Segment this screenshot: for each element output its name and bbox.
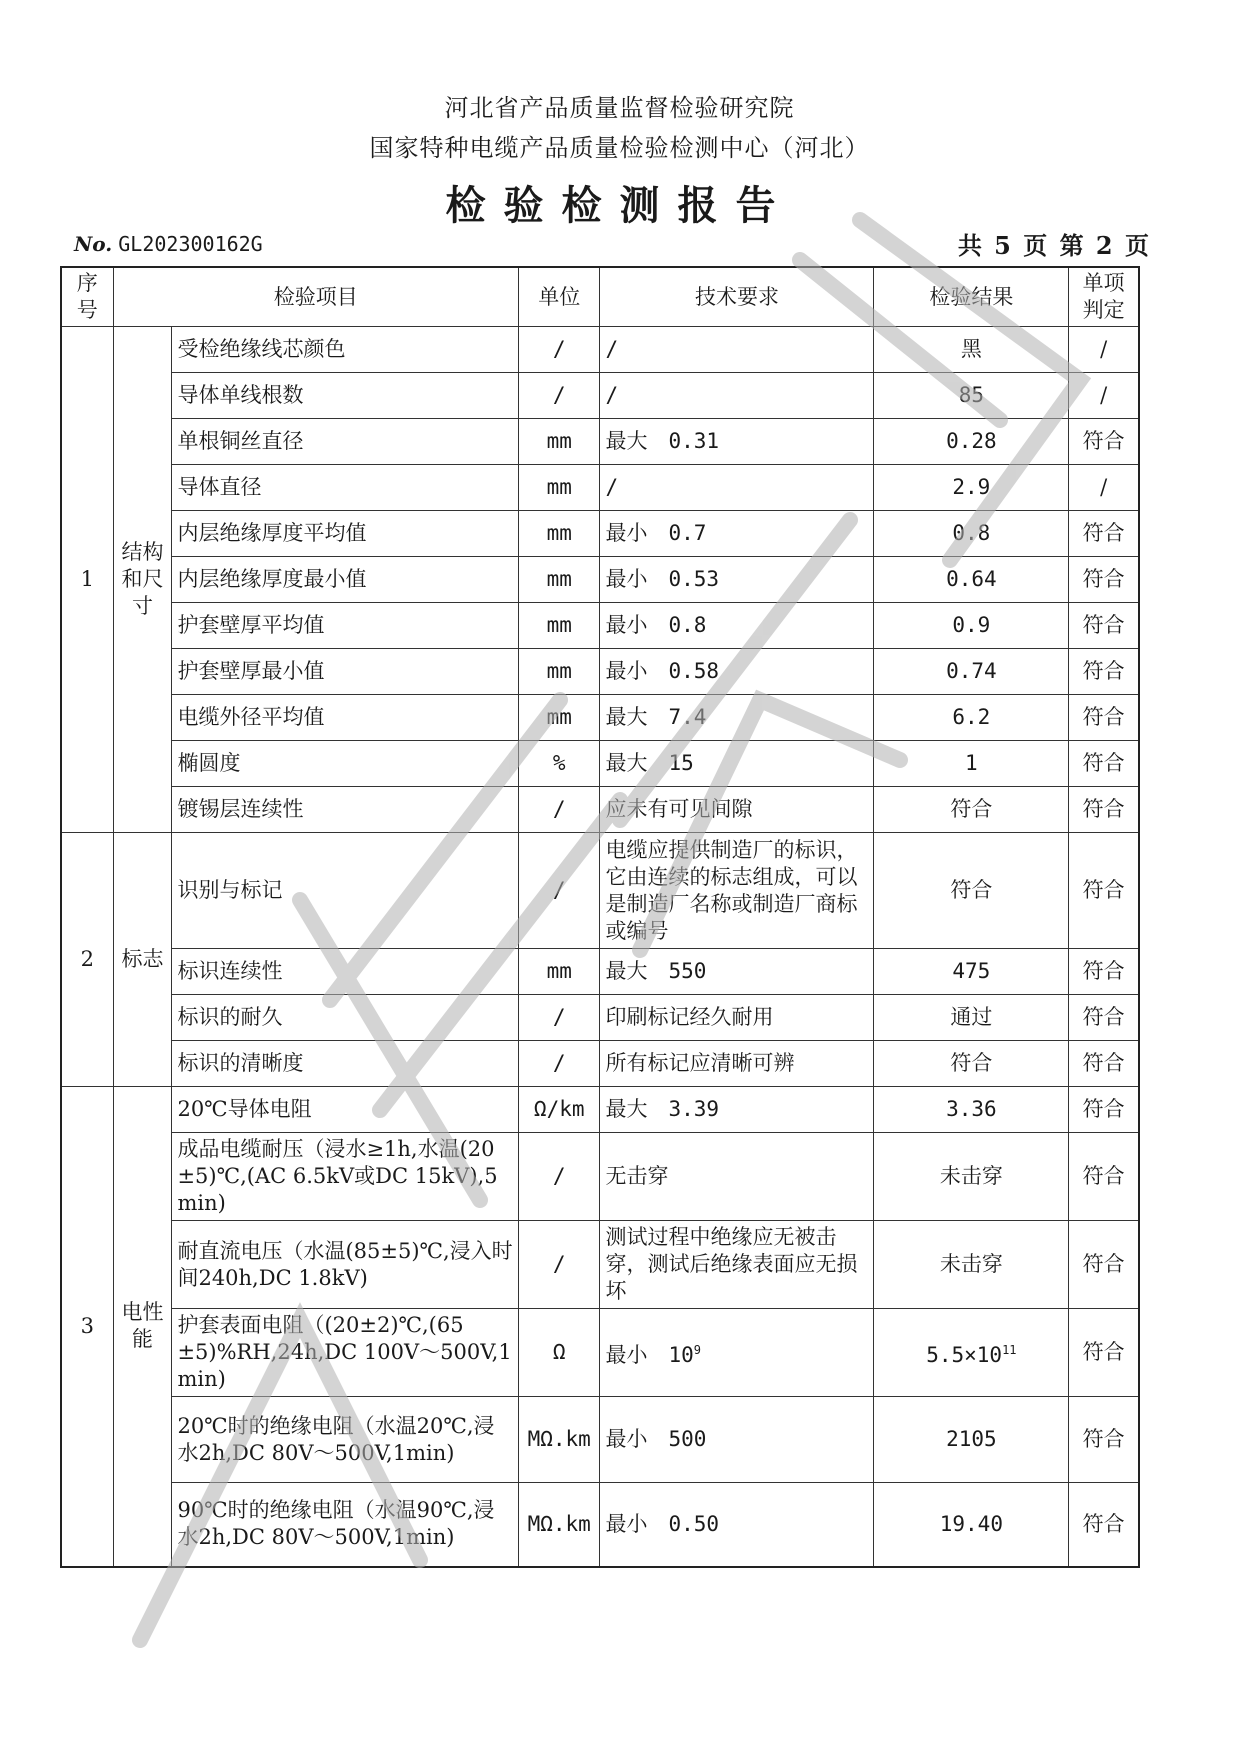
row-item: 90℃时的绝缘电阻（水温90℃,浸水2h,DC 80V～500V,1min) <box>172 1483 519 1567</box>
row-result: 1 <box>874 741 1069 787</box>
row-judgement: 符合 <box>1069 995 1139 1041</box>
row-requirement: 最小 0.7 <box>600 511 874 557</box>
result-base: 5.5×10 <box>926 1342 1003 1367</box>
row-unit: Ω <box>518 1309 600 1397</box>
group-2-name: 标志 <box>113 833 172 1087</box>
row-requirement: 测试过程中绝缘应无被击穿，测试后绝缘表面应无损坏 <box>600 1221 874 1309</box>
group-3-no: 3 <box>61 1087 113 1567</box>
row-judgement: 符合 <box>1069 1087 1139 1133</box>
row-requirement: / <box>600 327 874 373</box>
row-requirement: 最大 3.39 <box>600 1087 874 1133</box>
row-unit: / <box>518 787 600 833</box>
row-unit: / <box>518 373 600 419</box>
row-result: 0.28 <box>874 419 1069 465</box>
row-result: 0.64 <box>874 557 1069 603</box>
row-requirement: 最大 7.4 <box>600 695 874 741</box>
row-judgement: 符合 <box>1069 1309 1139 1397</box>
row-result: 2105 <box>874 1397 1069 1483</box>
row-judgement: / <box>1069 465 1139 511</box>
report-number-value: GL202300162G <box>118 232 263 256</box>
table-row <box>61 1087 1139 1133</box>
table-row <box>61 741 1139 787</box>
row-item: 椭圆度 <box>172 741 519 787</box>
row-judgement: 符合 <box>1069 1483 1139 1567</box>
row-unit: / <box>518 1041 600 1087</box>
row-result: 3.36 <box>874 1087 1069 1133</box>
group-3-name: 电性能 <box>113 1087 172 1567</box>
row-result: 0.74 <box>874 649 1069 695</box>
row-requirement: 最大 550 <box>600 949 874 995</box>
row-item: 护套壁厚平均值 <box>172 603 519 649</box>
row-judgement: 符合 <box>1069 787 1139 833</box>
table-row <box>61 1309 1139 1397</box>
row-judgement: 符合 <box>1069 1221 1139 1309</box>
row-item: 导体直径 <box>172 465 519 511</box>
table-row <box>61 327 1139 373</box>
row-unit: mm <box>518 557 600 603</box>
row-item: 标识连续性 <box>172 949 519 995</box>
row-item: 20℃时的绝缘电阻（水温20℃,浸水2h,DC 80V～500V,1min) <box>172 1397 519 1483</box>
row-unit: % <box>518 741 600 787</box>
requirement-base: 最小 10 <box>605 1342 694 1367</box>
row-result: 2.9 <box>874 465 1069 511</box>
table-row <box>61 995 1139 1041</box>
table-row <box>61 373 1139 419</box>
row-unit: mm <box>518 695 600 741</box>
row-unit: mm <box>518 465 600 511</box>
row-requirement: 电缆应提供制造厂的标识，它由连续的标志组成，可以是制造厂名称或制造厂商标或编号 <box>600 833 874 949</box>
row-judgement: 符合 <box>1069 695 1139 741</box>
table-row <box>61 511 1139 557</box>
row-result: 未击穿 <box>874 1221 1069 1309</box>
table-row <box>61 1221 1139 1309</box>
row-judgement: 符合 <box>1069 419 1139 465</box>
row-requirement: 最大 15 <box>600 741 874 787</box>
row-unit: MΩ.km <box>518 1483 600 1567</box>
table-row <box>61 603 1139 649</box>
row-item: 护套壁厚最小值 <box>172 649 519 695</box>
row-result: 0.8 <box>874 511 1069 557</box>
col-header-judgement: 单项判定 <box>1069 267 1139 327</box>
group-2-no: 2 <box>61 833 113 1087</box>
row-result: 黑 <box>874 327 1069 373</box>
page-info: 共 5 页 第 2 页 <box>957 231 1151 260</box>
row-judgement: 符合 <box>1069 833 1139 949</box>
report-number-label: No. <box>74 232 113 256</box>
row-result: 未击穿 <box>874 1133 1069 1221</box>
col-header-item: 检验项目 <box>113 267 518 327</box>
table-row <box>61 833 1139 949</box>
row-judgement: 符合 <box>1069 1133 1139 1221</box>
row-result: 符合 <box>874 1041 1069 1087</box>
row-requirement: 最大 0.31 <box>600 419 874 465</box>
row-result: 符合 <box>874 787 1069 833</box>
table-row <box>61 557 1139 603</box>
row-requirement: 最小 0.50 <box>600 1483 874 1567</box>
row-item: 护套表面电阻（(20±2)℃,(65±5)%RH,24h,DC 100V～500V,1min) <box>172 1309 519 1397</box>
row-requirement: / <box>600 465 874 511</box>
row-item: 电缆外径平均值 <box>172 695 519 741</box>
row-item: 内层绝缘厚度最小值 <box>172 557 519 603</box>
table-row <box>61 1483 1139 1567</box>
table-row <box>61 649 1139 695</box>
row-judgement: 符合 <box>1069 1397 1139 1483</box>
row-judgement: 符合 <box>1069 949 1139 995</box>
result-exponent: 11 <box>1002 1342 1017 1357</box>
row-unit: mm <box>518 419 600 465</box>
row-unit: / <box>518 833 600 949</box>
row-requirement: 无击穿 <box>600 1133 874 1221</box>
row-requirement: / <box>600 373 874 419</box>
row-item: 镀锡层连续性 <box>172 787 519 833</box>
row-unit: mm <box>518 949 600 995</box>
row-result: 符合 <box>874 833 1069 949</box>
institute-name: 河北省产品质量监督检验研究院 <box>444 94 795 122</box>
table-row <box>61 465 1139 511</box>
row-result: 通过 <box>874 995 1069 1041</box>
row-item: 受检绝缘线芯颜色 <box>172 327 519 373</box>
row-judgement: / <box>1069 373 1139 419</box>
row-unit: / <box>518 995 600 1041</box>
row-requirement: 最小 0.8 <box>600 603 874 649</box>
row-unit: mm <box>518 649 600 695</box>
col-header-unit: 单位 <box>518 267 600 327</box>
row-judgement: 符合 <box>1069 557 1139 603</box>
col-header-result: 检验结果 <box>874 267 1069 327</box>
row-item: 标识的耐久 <box>172 995 519 1041</box>
report-number <box>74 232 263 256</box>
row-requirement: 最小 500 <box>600 1397 874 1483</box>
row-unit: MΩ.km <box>518 1397 600 1483</box>
group-1-no: 1 <box>61 327 113 833</box>
row-item: 识别与标记 <box>172 833 519 949</box>
row-result: 475 <box>874 949 1069 995</box>
row-unit: Ω/km <box>518 1087 600 1133</box>
row-item: 标识的清晰度 <box>172 1041 519 1087</box>
col-header-requirement: 技术要求 <box>600 267 874 327</box>
row-requirement: 最小 0.53 <box>600 557 874 603</box>
requirement-exponent: 9 <box>693 1342 701 1357</box>
row-result: 85 <box>874 373 1069 419</box>
row-judgement: 符合 <box>1069 649 1139 695</box>
row-unit: / <box>518 1133 600 1221</box>
row-requirement: 所有标记应清晰可辨 <box>600 1041 874 1087</box>
row-item: 内层绝缘厚度平均值 <box>172 511 519 557</box>
row-unit: mm <box>518 603 600 649</box>
table-row <box>61 695 1139 741</box>
row-item: 导体单线根数 <box>172 373 519 419</box>
table-row <box>61 949 1139 995</box>
col-header-no: 序号 <box>61 267 113 327</box>
row-result: 6.2 <box>874 695 1069 741</box>
row-requirement: 应未有可见间隙 <box>600 787 874 833</box>
table-row <box>61 1133 1139 1221</box>
inspection-table <box>60 266 1140 1568</box>
row-requirement: 最小 0.58 <box>600 649 874 695</box>
center-name: 国家特种电缆产品质量检验检测中心（河北） <box>369 134 870 162</box>
row-result <box>874 1309 1069 1397</box>
table-row <box>61 1041 1139 1087</box>
report-title: 检验检测报告 <box>445 182 794 229</box>
table-row <box>61 1397 1139 1483</box>
table-row <box>61 419 1139 465</box>
row-item: 成品电缆耐压（浸水≥1h,水温(20±5)℃,(AC 6.5kV或DC 15kV),5min) <box>172 1133 519 1221</box>
row-item: 20℃导体电阻 <box>172 1087 519 1133</box>
row-requirement: 印刷标记经久耐用 <box>600 995 874 1041</box>
row-judgement: / <box>1069 327 1139 373</box>
table-header-row <box>61 267 1139 327</box>
row-unit: mm <box>518 511 600 557</box>
row-judgement: 符合 <box>1069 603 1139 649</box>
row-item: 耐直流电压（水温(85±5)℃,浸入时间240h,DC 1.8kV) <box>172 1221 519 1309</box>
row-result: 0.9 <box>874 603 1069 649</box>
row-requirement <box>600 1309 874 1397</box>
row-result: 19.40 <box>874 1483 1069 1567</box>
row-item: 单根铜丝直径 <box>172 419 519 465</box>
row-judgement: 符合 <box>1069 1041 1139 1087</box>
row-judgement: 符合 <box>1069 511 1139 557</box>
group-1-name: 结构和尺寸 <box>113 327 172 833</box>
row-unit: / <box>518 327 600 373</box>
table-row <box>61 787 1139 833</box>
row-unit: / <box>518 1221 600 1309</box>
row-judgement: 符合 <box>1069 741 1139 787</box>
